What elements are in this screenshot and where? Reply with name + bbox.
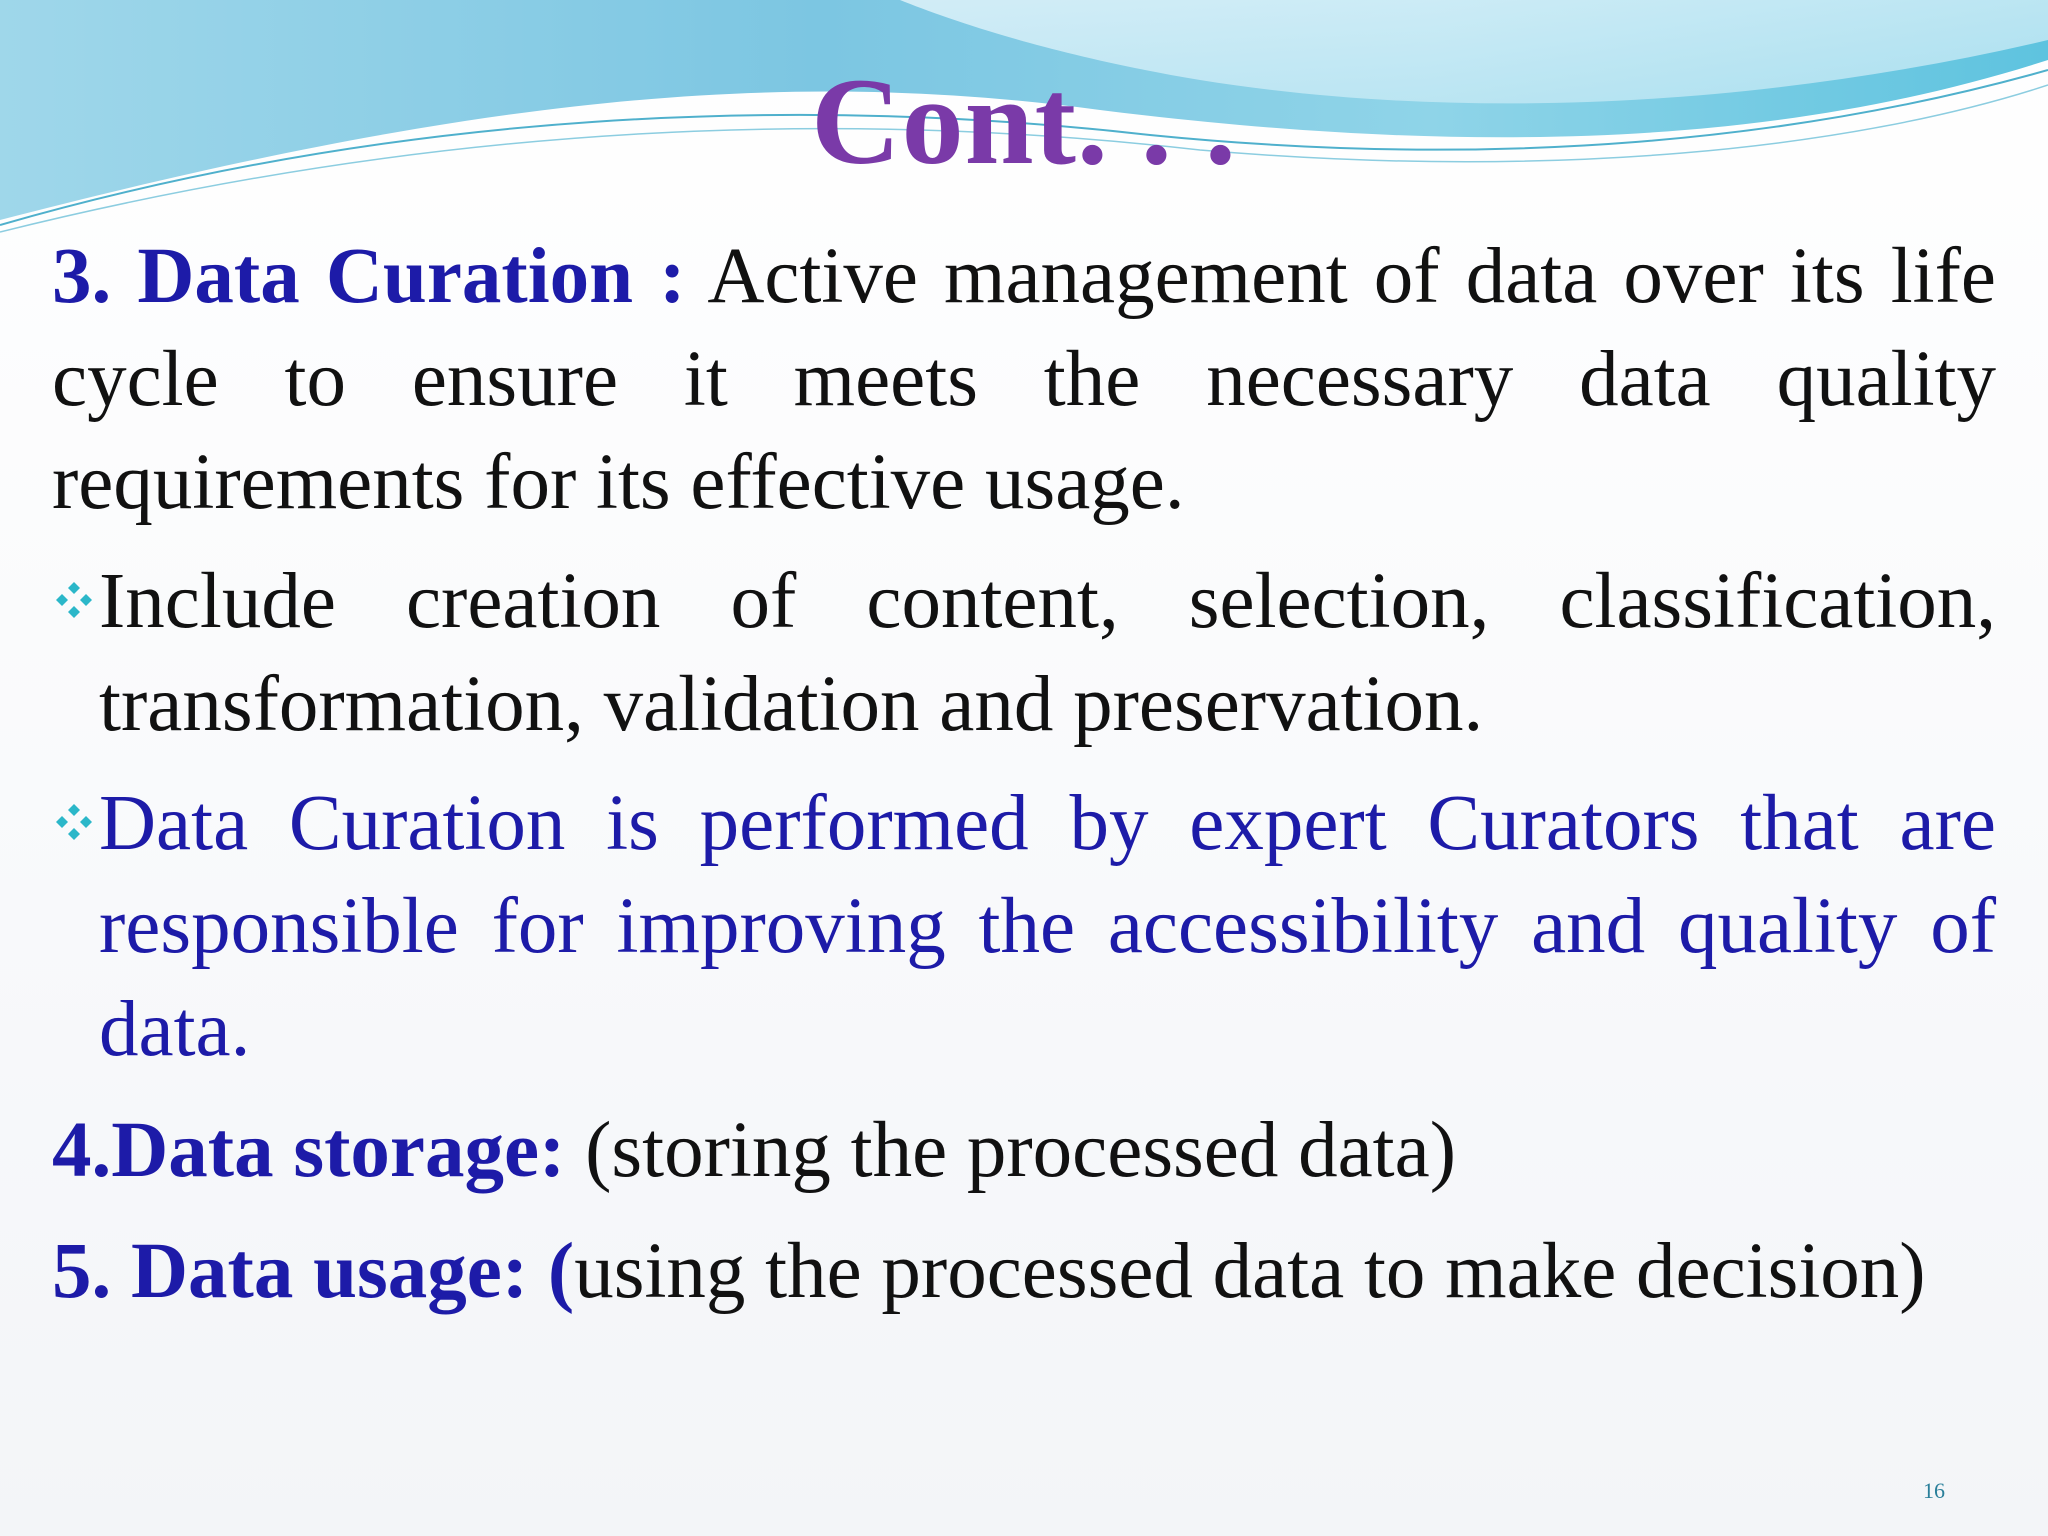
section-text: (storing the processed data) xyxy=(565,1107,1456,1194)
section-text: Active management of data over its life cycle to ensure it meets the necessary data quality requirements for its effective usage. xyxy=(52,233,1996,526)
page-number: 16 xyxy=(1923,1478,1945,1503)
bullet-item xyxy=(52,550,1996,756)
bullet-item xyxy=(52,772,1996,1081)
section-data-usage xyxy=(52,1220,1996,1323)
slide-body xyxy=(52,225,1996,1323)
section-heading: 3. Data Curation : xyxy=(52,233,686,320)
section-heading: 5. Data usage: ( xyxy=(52,1228,575,1315)
slide-title: Cont. . . xyxy=(811,53,1237,190)
four-diamond-bullet-icon xyxy=(54,580,94,620)
section-data-curation xyxy=(52,225,1996,534)
section-text: using the processed data to make decision) xyxy=(574,1228,1926,1315)
bullet-text: Include creation of content, selection, classification, transformation, validation and preservation. xyxy=(99,558,1996,748)
bullet-text: Data Curation is performed by expert Curators that are responsible for improving the accessibility and quality of data. xyxy=(99,780,1996,1073)
section-data-storage xyxy=(52,1099,1996,1202)
section-heading: 4.Data storage: xyxy=(52,1107,566,1194)
four-diamond-bullet-icon xyxy=(54,802,94,842)
